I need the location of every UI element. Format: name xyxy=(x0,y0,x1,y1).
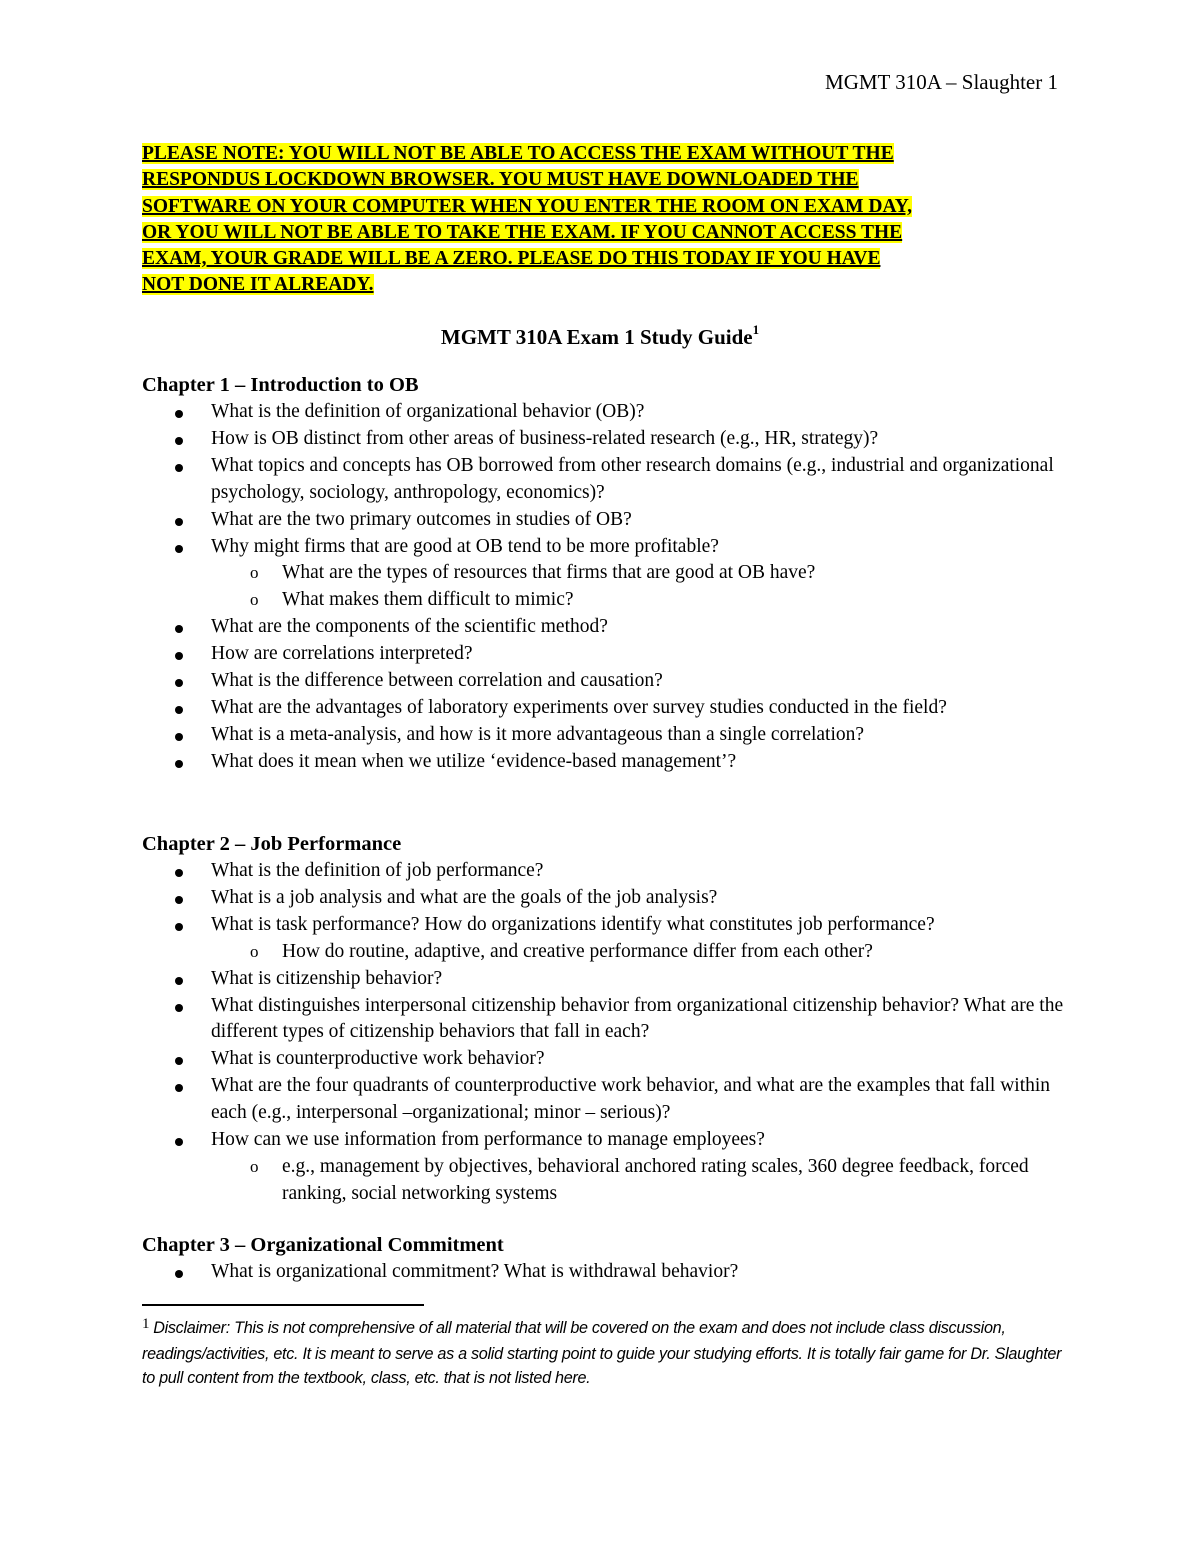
footnote-separator xyxy=(142,1304,424,1306)
item-text: What are the types of resources that firms that are good at OB have? xyxy=(282,562,816,584)
bullet-icon xyxy=(175,760,183,768)
sub-list-item xyxy=(142,560,1072,587)
bullet-icon xyxy=(175,1004,183,1012)
item-text: What distinguishes interpersonal citizenship behavior from organizational citizenship behavior? What are the different types of citizenship behaviors that fall in each? xyxy=(211,994,1064,1043)
title-text: MGMT 310A Exam 1 Study Guide xyxy=(440,325,753,349)
bullet-icon xyxy=(175,1270,183,1278)
sub-list-item xyxy=(142,587,1072,614)
list-item xyxy=(142,912,1072,966)
item-text: What makes them difficult to mimic? xyxy=(282,589,574,611)
bullet-icon xyxy=(175,625,183,633)
circle-bullet-icon: o xyxy=(250,563,259,583)
bullet-icon xyxy=(175,923,183,931)
sub-question-list xyxy=(211,1154,1072,1208)
list-item xyxy=(142,722,1072,749)
list-item xyxy=(142,614,1072,641)
bullet-icon xyxy=(175,545,183,553)
list-item xyxy=(142,858,1072,885)
item-text: How is OB distinct from other areas of business-related research (e.g., HR, strategy)? xyxy=(211,427,879,449)
list-item xyxy=(142,399,1072,426)
bullet-icon xyxy=(175,869,183,877)
list-item xyxy=(142,1259,1072,1286)
item-text: e.g., management by objectives, behavioral anchored rating scales, 360 degree feedback, forced ranking, social networking systems xyxy=(282,1155,1029,1204)
exam-notice xyxy=(142,141,1058,299)
item-text: What is a job analysis and what are the goals of the job analysis? xyxy=(211,886,718,908)
notice-line: OR YOU WILL NOT BE ABLE TO TAKE THE EXAM. IF YOU CANNOT ACCESS THE xyxy=(142,221,903,243)
list-item xyxy=(142,749,1072,776)
list-item xyxy=(142,426,1072,453)
question-list xyxy=(142,858,1072,1208)
sub-question-list xyxy=(211,939,1072,966)
item-text: Why might firms that are good at OB tend to be more profitable? xyxy=(211,535,719,557)
item-text: What is counterproductive work behavior? xyxy=(211,1048,545,1070)
item-text: What is the difference between correlation and causation? xyxy=(211,670,663,692)
chapter-3-section xyxy=(142,1232,1072,1286)
list-item xyxy=(142,695,1072,722)
circle-bullet-icon: o xyxy=(250,1156,259,1176)
chapter-heading: Chapter 2 – Job Performance xyxy=(142,833,402,855)
item-text: What is task performance? How do organizations identify what constitutes job performance? xyxy=(211,913,935,935)
bullet-icon xyxy=(175,896,183,904)
bullet-icon xyxy=(175,977,183,985)
notice-line: SOFTWARE ON YOUR COMPUTER WHEN YOU ENTER THE ROOM ON EXAM DAY, xyxy=(142,195,912,217)
item-text: How do routine, adaptive, and creative performance differ from each other? xyxy=(282,940,873,962)
bullet-icon xyxy=(175,1084,183,1092)
footnote xyxy=(142,1316,1062,1391)
sub-list-item xyxy=(142,1154,1072,1208)
circle-bullet-icon: o xyxy=(250,941,259,961)
bullet-icon xyxy=(175,1057,183,1065)
bullet-icon xyxy=(175,706,183,714)
list-item xyxy=(142,1046,1072,1073)
item-text: What are the four quadrants of counterproductive work behavior, and what are the examples that fall within each (e.g., interpersonal –organizational; minor – serious)? xyxy=(211,1075,1051,1124)
circle-bullet-icon: o xyxy=(250,590,259,610)
list-item xyxy=(142,453,1072,507)
footnote-reference: 1 xyxy=(752,322,760,337)
item-text: What are the two primary outcomes in studies of OB? xyxy=(211,508,632,530)
item-text: What are the advantages of laboratory experiments over survey studies conducted in the field? xyxy=(211,696,947,718)
footnote-text: Disclaimer: This is not comprehensive of all material that will be covered on the exam and does not include class discussion, readings/activities, etc. It is meant to serve as a solid starting point to guide your studying efforts. It is totally fair game for Dr. Slaughter to pull content from the textbook, class, etc. that is not listed here. xyxy=(142,1319,1062,1387)
list-item xyxy=(142,1073,1072,1127)
item-text: What is the definition of job performance? xyxy=(211,860,544,881)
list-item xyxy=(142,966,1072,993)
bullet-icon xyxy=(175,464,183,472)
bullet-icon xyxy=(175,679,183,687)
sub-list-item xyxy=(142,939,1072,966)
bullet-icon xyxy=(175,733,183,741)
chapter-2-section xyxy=(142,831,1072,1208)
notice-line: PLEASE NOTE: YOU WILL NOT BE ABLE TO ACCESS THE EXAM WITHOUT THE xyxy=(142,143,894,164)
list-item xyxy=(142,993,1072,1047)
sub-question-list xyxy=(211,560,1072,614)
question-list xyxy=(142,1259,1072,1286)
list-item xyxy=(142,507,1072,534)
item-text: What does it mean when we utilize ‘evidence-based management’? xyxy=(211,750,737,772)
bullet-icon xyxy=(175,652,183,660)
item-text: What is a meta-analysis, and how is it more advantageous than a single correlation? xyxy=(211,723,865,745)
bullet-icon xyxy=(175,518,183,526)
bullet-icon xyxy=(175,437,183,445)
running-header: MGMT 310A – Slaughter 1 xyxy=(825,70,1058,94)
item-text: What topics and concepts has OB borrowed from other research domains (e.g., industrial and organizational psychology, sociology, anthropology, economics)? xyxy=(211,454,1054,503)
footnote-mark: 1 xyxy=(142,1316,150,1332)
item-text: How are correlations interpreted? xyxy=(211,643,473,665)
notice-line: EXAM, YOUR GRADE WILL BE A ZERO. PLEASE DO THIS TODAY IF YOU HAVE xyxy=(142,248,881,270)
item-text: What is organizational commitment? What is withdrawal behavior? xyxy=(211,1261,739,1282)
item-text: What are the components of the scientific method? xyxy=(211,616,608,638)
chapter-1-section xyxy=(142,372,1072,776)
bullet-icon xyxy=(175,410,183,418)
list-item xyxy=(142,668,1072,695)
list-item xyxy=(142,641,1072,668)
bullet-icon xyxy=(175,1138,183,1146)
list-item xyxy=(142,534,1072,615)
notice-line: NOT DONE IT ALREADY. xyxy=(142,274,374,296)
item-text: What is the definition of organizational behavior (OB)? xyxy=(211,401,645,422)
item-text: How can we use information from performance to manage employees? xyxy=(211,1129,765,1151)
chapter-heading: Chapter 3 – Organizational Commitment xyxy=(142,1234,504,1256)
document-title xyxy=(0,324,1200,350)
question-list xyxy=(142,399,1072,776)
item-text: What is citizenship behavior? xyxy=(211,967,443,989)
chapter-heading: Chapter 1 – Introduction to OB xyxy=(142,374,419,396)
list-item xyxy=(142,1127,1072,1208)
list-item xyxy=(142,885,1072,912)
notice-line: RESPONDUS LOCKDOWN BROWSER. YOU MUST HAVE DOWNLOADED THE xyxy=(142,169,859,191)
